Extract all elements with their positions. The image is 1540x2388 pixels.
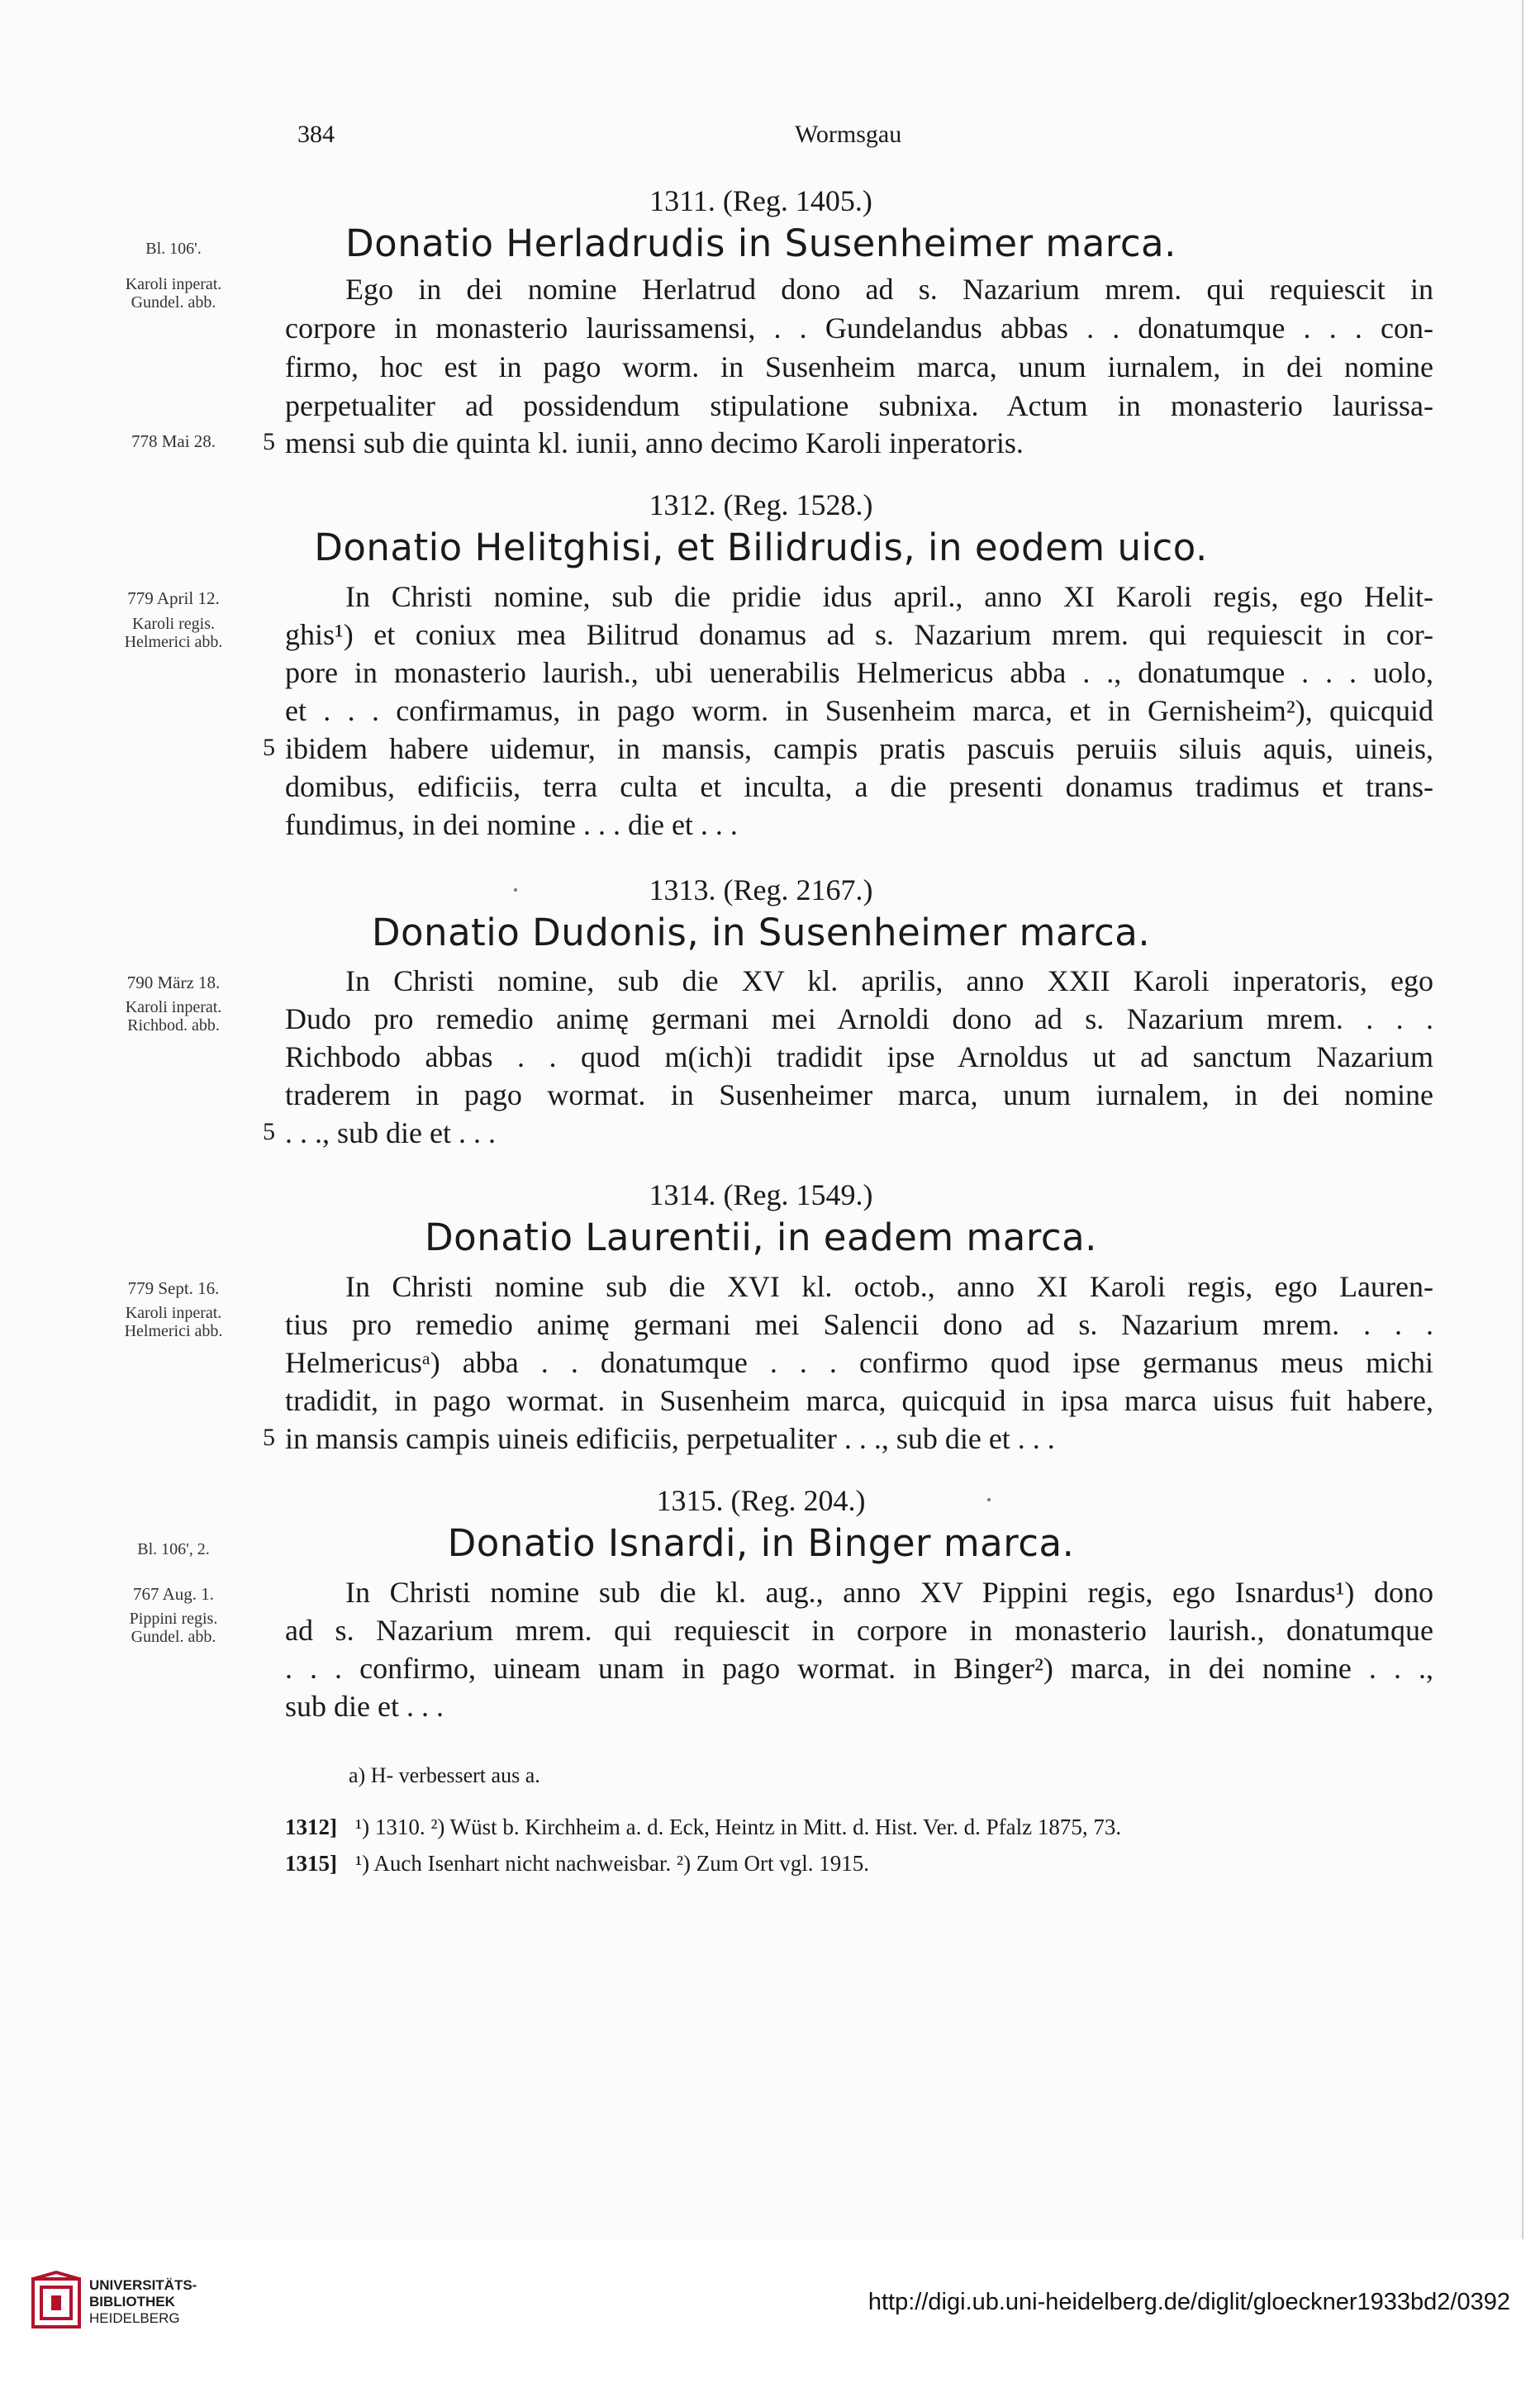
body-line: In Christi nomine, sub die pridie idus april., anno XI Karoli regis, ego Helit-	[345, 580, 1433, 613]
body-line: tradidit, in pago wormat. in Susenheim marca, quicquid in ipsa marca uisus fuit habere,	[285, 1384, 1433, 1417]
body-line: Dudo pro remedio animę germani mei Arnoldi dono ad s. Nazarium mrem. . . .	[285, 1002, 1433, 1035]
commentary-note: 1312] ¹) 1310. ²) Wüst b. Kirchheim a. d. Eck, Heintz in Mitt. d. Hist. Ver. d. Pfalz 1875, 73.	[285, 1815, 1122, 1839]
margin-date: 778 Mai 28.	[131, 431, 216, 451]
body-line: In Christi nomine, sub die XV kl. aprilis, anno XXII Karoli inperatoris, ego	[345, 964, 1433, 997]
margin-note: Karoli inperat. Gundel. abb.	[125, 275, 222, 312]
entry-number: 1312. (Reg. 1528.)	[649, 488, 873, 521]
source-url[interactable]: http://digi.ub.uni-heidelberg.de/diglit/gloeckner1933bd2/0392	[867, 2289, 1510, 2315]
entry-heading: Donatio Herladrudis in Susenheimer marca.	[345, 221, 1176, 265]
entry-number: 1314. (Reg. 1549.)	[649, 1178, 873, 1211]
margin-date: 790 März 18.	[126, 973, 221, 992]
margin-date: 767 Aug. 1.	[132, 1584, 214, 1604]
page-number: 384	[297, 121, 335, 148]
commentary-note: 1315] ¹) Auch Isenhart nicht nachweisbar. ²) Zum Ort vgl. 1915.	[285, 1851, 870, 1876]
margin-note: Karoli inperat. Helmerici abb.	[124, 1304, 223, 1340]
body-line: tius pro remedio animę germani mei Salencii dono ad s. Nazarium mrem. . . .	[285, 1308, 1433, 1341]
body-line: in mansis campis uineis edificiis, perpetualiter . . ., sub die et . . .	[285, 1422, 1055, 1455]
entry-heading: Donatio Dudonis, in Susenheimer marca.	[371, 911, 1151, 954]
body-line: Helmericusᵃ) abba . . donatumque . . . confirmo quod ipse germanus meus michi	[285, 1346, 1433, 1379]
body-line: ghis¹) et coniux mea Bilitrud donamus ad s. Nazarium mrem. qui requiescit in cor-	[285, 618, 1433, 651]
margin-note: Karoli regis. Helmerici abb.	[124, 615, 223, 651]
body-line: ad s. Nazarium mrem. qui requiescit in corpore in monasterio laurish., donatumque	[285, 1614, 1433, 1647]
body-line: corpore in monasterio laurissamensi, . . Gundelandus abbas . . donatumque . . . con-	[285, 312, 1433, 345]
entry-heading: Donatio Isnardi, in Binger marca.	[447, 1521, 1075, 1565]
margin-date: 779 April 12.	[127, 588, 220, 608]
body-line: Ego in dei nomine Herlatrud dono ad s. Nazarium mrem. qui requiescit in	[345, 273, 1433, 306]
body-line: pore in monasterio laurish., ubi uenerabilis Helmericus abba . ., donatumque . . . uolo,	[285, 656, 1433, 689]
university-library-logo	[31, 2271, 84, 2342]
body-line: traderem in pago wormat. in Susenheimer marca, unum iurnalem, in dei nomine	[285, 1078, 1433, 1111]
body-line: In Christi nomine sub die kl. aug., anno XV Pippini regis, ego Isnardus¹) dono	[345, 1576, 1433, 1609]
entry-number: 1315. (Reg. 204.)	[656, 1484, 866, 1517]
margin-note: Karoli inperat. Richbod. abb.	[125, 998, 222, 1035]
entry-heading: Donatio Laurentii, in eadem marca.	[425, 1215, 1097, 1259]
line-number: 5	[263, 1118, 275, 1145]
entry-heading: Donatio Helitghisi, et Bilidrudis, in eodem uico.	[314, 526, 1208, 569]
running-title: Wormsgau	[795, 121, 902, 148]
entry-number: 1313. (Reg. 2167.)	[649, 873, 873, 906]
margin-note: Pippini regis. Gundel. abb.	[129, 1610, 218, 1646]
line-number: 5	[263, 1424, 275, 1451]
body-line: . . . confirmo, uineam unam in pago wormat. in Binger²) marca, in dei nomine . . .,	[285, 1652, 1433, 1685]
body-line: ibidem habere uidemur, in mansis, campis pratis pascuis peruiis siluis aquis, uineis,	[285, 732, 1433, 765]
body-line: mensi sub die quinta kl. iunii, anno decimo Karoli inperatoris.	[285, 426, 1024, 459]
body-line: fundimus, in dei nomine . . . die et . . .	[285, 808, 738, 841]
margin-ref: Bl. 106'.	[145, 240, 202, 258]
entry-number: 1311. (Reg. 1405.)	[649, 184, 872, 217]
margin-ref: Bl. 106', 2.	[137, 1540, 210, 1558]
body-line: Richbodo abbas . . quod m(ich)i tradidit ipse Arnoldus ut ad sanctum Nazarium	[285, 1040, 1433, 1073]
body-line: . . ., sub die et . . .	[285, 1116, 496, 1149]
body-line: domibus, edificiis, terra culta et inculta, a die presenti donamus tradimus et trans-	[285, 770, 1433, 803]
body-line: sub die et . . .	[285, 1690, 444, 1723]
margin-date: 779 Sept. 16.	[127, 1278, 220, 1298]
text-footnote: a) H- verbessert aus a.	[349, 1763, 540, 1787]
line-number: 5	[263, 428, 275, 455]
body-line: In Christi nomine sub die XVI kl. octob., anno XI Karoli regis, ego Lauren-	[345, 1270, 1433, 1303]
body-line: firmo, hoc est in pago worm. in Susenheim marca, unum iurnalem, in dei nomine	[285, 350, 1433, 383]
library-name: UNIVERSITÄTS- BIBLIOTHEK HEIDELBERG	[89, 2277, 197, 2326]
body-line: et . . . confirmamus, in pago worm. in Susenheim marca, et in Gernisheim²), quicquid	[285, 694, 1433, 727]
line-number: 5	[263, 734, 275, 761]
body-line: perpetualiter ad possidendum stipulatione subnixa. Actum in monasterio laurissa-	[285, 389, 1433, 422]
